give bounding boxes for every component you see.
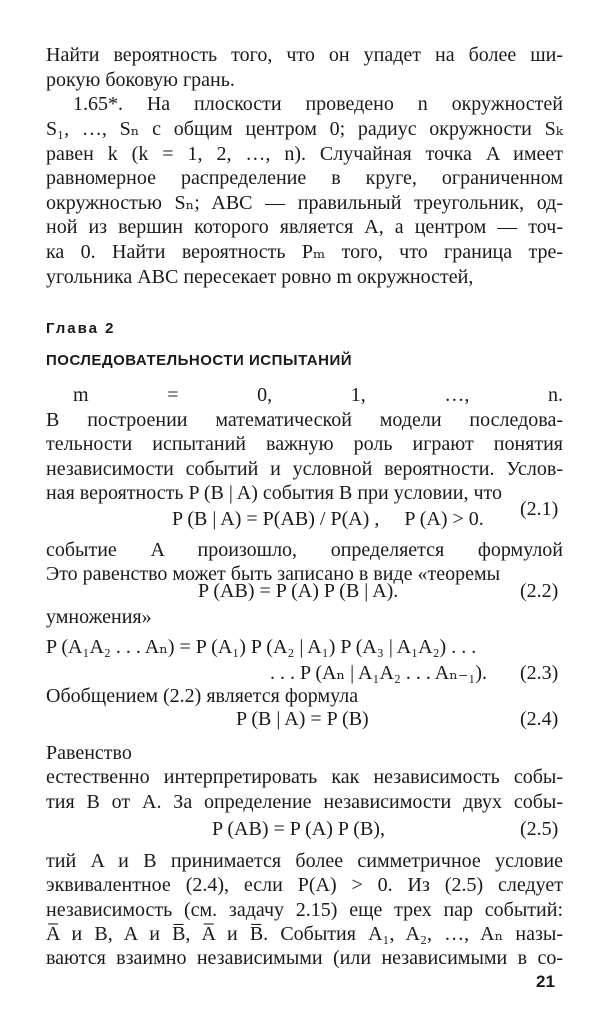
formula-2-3-line-1: P (A₁A₂ . . . Aₙ) = P (A₁) P (A₂ | A₁) P (A₃ | A₁A₂) . . . (46, 636, 477, 658)
text-line: тия B от A. За определение независимости двух собы- (46, 791, 563, 813)
text-line: равен k (k = 1, 2, …, n). Случайная точка A имеет (46, 143, 563, 165)
equation-number: (2.4) (520, 708, 559, 730)
text-line: В построении математической модели последова- (46, 409, 563, 431)
text-line: ваются взаимно независимыми (или независимыми в со- (46, 947, 563, 969)
text-line: Это равенство может быть записано в виде «теоремы (46, 563, 501, 585)
text-line: событие A произошло, определяется формулой (46, 539, 563, 561)
text-line: m = 0, 1, …, n. (73, 384, 563, 406)
formula-2-3-line-2: . . . P (Aₙ | A₁A₂ . . . Aₙ₋₁). (270, 662, 488, 684)
text-line: независимости событий и условной вероятности. Услов- (46, 458, 563, 480)
text-line: независимость (см. задачу 2.15) еще трех пар событий: (46, 899, 563, 921)
problem-1-65-line: 1.65*. На плоскости проведено n окружностей (73, 93, 563, 115)
chapter-title: ПОСЛЕДОВАТЕЛЬНОСТИ ИСПЫТАНИЙ (46, 352, 353, 369)
text-line: S₁, …, Sₙ с общим центром 0; радиус окружности Sₖ (46, 118, 563, 140)
equation-number: (2.1) (520, 498, 559, 520)
text-line: Обобщением (2.2) является формула (46, 685, 359, 707)
formula-2-4: P (B | A) = P (B) (236, 708, 369, 730)
text-line: тий A и B принимается более симметричное условие (46, 850, 563, 872)
formula-2-1: P (B | A) = P(AB) / P(A) , P (A) > 0. (172, 508, 484, 530)
equation-number: (2.3) (520, 662, 559, 684)
text-line: эквивалентное (2.4), если P(A) > 0. Из (2.5) следует (46, 874, 563, 896)
text-line: окружностью Sₙ; ABC — правильный треугольник, од- (46, 192, 563, 214)
text-line: A̅ и B, A и B̅, A̅ и B̅. События A₁, A₂, …, Aₙ назы- (46, 923, 563, 945)
text-line: естественно интерпретировать как независимость собы- (46, 766, 563, 788)
text-line: ка 0. Найти вероятность Pₘ того, что граница тре- (46, 241, 563, 263)
text-line: равномерное распределение в круге, ограниченном (46, 167, 563, 189)
text-line: ной из вершин которого является A, а центром — точ- (46, 216, 563, 238)
text-line: умножения» (46, 606, 152, 628)
formula-2-2: P (AB) = P (A) P (B | A). (198, 580, 399, 602)
equation-number: (2.5) (520, 818, 559, 840)
text-line: Равенство (46, 742, 132, 764)
chapter-label: Глава 2 (46, 320, 116, 337)
equation-number: (2.2) (520, 580, 559, 602)
text-line: Найти вероятность того, что он упадет на более ши- (46, 44, 563, 66)
text-line: угольника ABC пересекает ровно m окружностей, (46, 266, 474, 288)
formula-2-5: P (AB) = P (A) P (B), (212, 818, 385, 840)
text-line: ная вероятность P (B | A) события B при условии, что (46, 482, 502, 504)
text-line: тельности испытаний важную роль играют понятия (46, 433, 563, 455)
text-line: рокую боковую грань. (46, 69, 235, 91)
page-number: 21 (536, 972, 555, 991)
